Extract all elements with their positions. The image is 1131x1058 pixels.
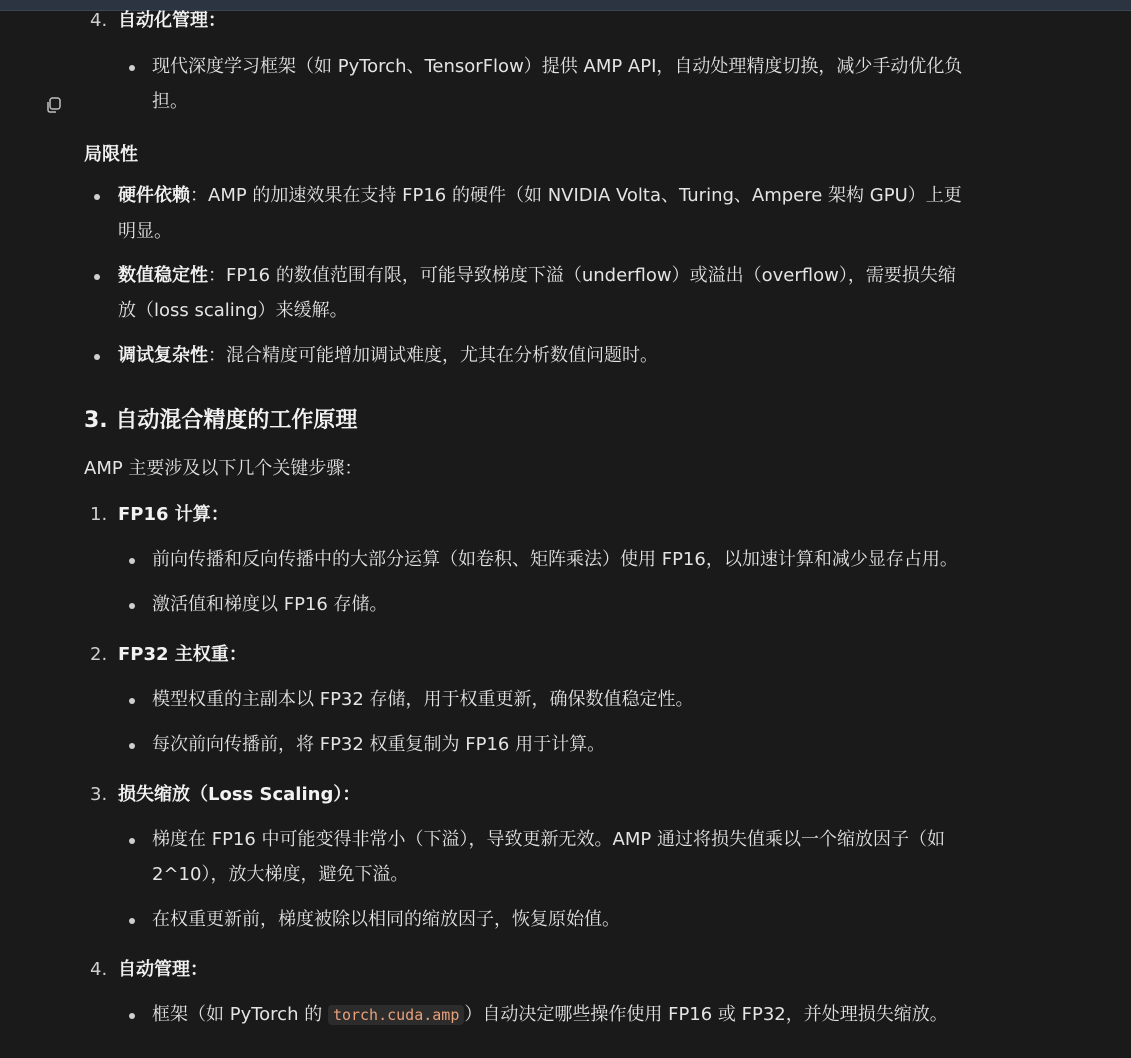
bullet-text: 在权重更新前，梯度被除以相同的缩放因子，恢复原始值。	[152, 909, 620, 930]
bullet-dot	[129, 743, 135, 749]
list-number: 4.	[90, 10, 108, 31]
copy-icon[interactable]	[45, 96, 63, 114]
step-title: 损失缩放（Loss Scaling）：	[118, 784, 361, 805]
step-title: FP16 计算：	[118, 504, 229, 525]
limitation-item: 硬件依赖：AMP 的加速效果在支持 FP16 的硬件（如 NVIDIA Volta、Turing、Ampere 架构 GPU）上更	[118, 185, 962, 206]
limitation-item: 数值稳定性：FP16 的数值范围有限，可能导致梯度下溢（underflow）或溢出（overflow），需要损失缩	[118, 265, 956, 286]
bullet-text: 2^10），放大梯度，避免下溢。	[152, 864, 409, 885]
list-number: 3.	[90, 784, 108, 805]
list-number: 4.	[90, 959, 108, 980]
bullet-text: 担。	[152, 91, 188, 112]
bullet-dot	[94, 354, 100, 360]
step-title: 自动管理：	[118, 959, 208, 980]
list-item-title: 自动化管理：	[118, 10, 226, 31]
bullet-text: 现代深度学习框架（如 PyTorch、TensorFlow）提供 AMP API，自动处理精度切换，减少手动优化负	[152, 56, 963, 77]
section-heading-limitations: 局限性	[84, 144, 138, 165]
bullet-dot	[94, 274, 100, 280]
bullet-dot	[129, 918, 135, 924]
bullet-dot	[129, 838, 135, 844]
bullet-dot	[94, 194, 100, 200]
limitation-item-cont: 明显。	[118, 221, 172, 242]
list-number: 2.	[90, 644, 108, 665]
list-number: 1.	[90, 504, 108, 525]
bullet-text: 激活值和梯度以 FP16 存储。	[152, 594, 388, 615]
bullet-dot	[129, 1013, 135, 1019]
bullet-dot	[129, 698, 135, 704]
bullet-dot	[129, 603, 135, 609]
bullet-text: 框架（如 PyTorch 的 torch.cuda.amp ）自动决定哪些操作使用 FP16 或 FP32，并处理损失缩放。	[152, 1004, 948, 1025]
limitation-item: 调试复杂性：混合精度可能增加调试难度，尤其在分析数值问题时。	[118, 345, 658, 366]
limitation-item-cont: 放（loss scaling）来缓解。	[118, 300, 348, 321]
bullet-text: 每次前向传播前，将 FP32 权重复制为 FP16 用于计算。	[152, 734, 606, 755]
section-intro: AMP 主要涉及以下几个关键步骤：	[84, 458, 363, 479]
section-heading: 3. 自动混合精度的工作原理	[84, 408, 358, 433]
bullet-text: 前向传播和反向传播中的大部分运算（如卷积、矩阵乘法）使用 FP16，以加速计算和减少显存占用。	[152, 549, 958, 570]
bullet-dot	[129, 65, 135, 71]
step-title: FP32 主权重：	[118, 644, 247, 665]
bullet-text: 梯度在 FP16 中可能变得非常小（下溢），导致更新无效。AMP 通过将损失值乘以一个缩放因子（如	[152, 829, 945, 850]
inline-code: torch.cuda.amp	[328, 1005, 464, 1025]
bullet-dot	[129, 558, 135, 564]
bullet-text: 模型权重的主副本以 FP32 存储，用于权重更新，确保数值稳定性。	[152, 689, 694, 710]
